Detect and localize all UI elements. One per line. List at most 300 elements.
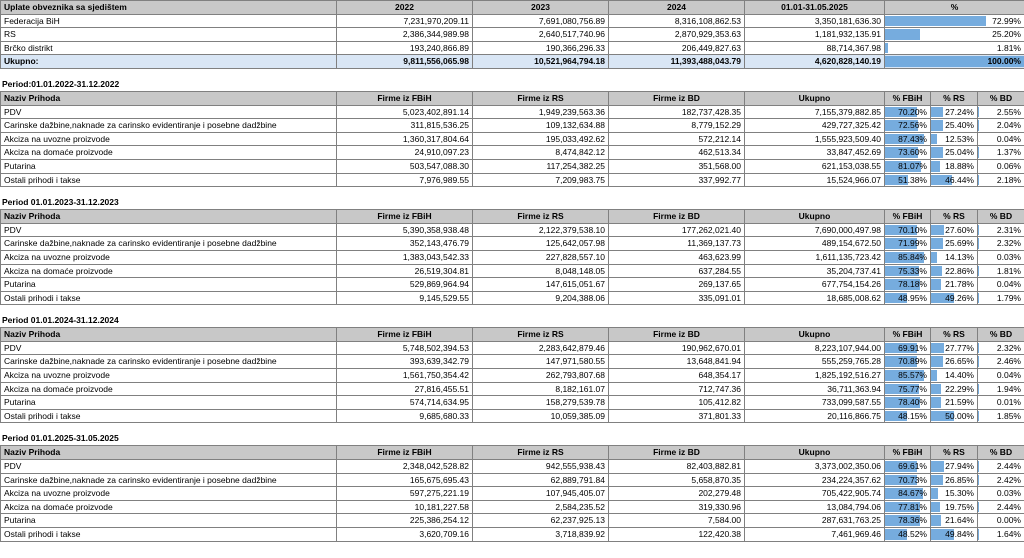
table-row bbox=[1, 396, 1024, 410]
percent-bar bbox=[978, 529, 979, 540]
column-header: % RS bbox=[931, 446, 978, 460]
cell-value: 193,240,866.89 bbox=[337, 41, 473, 55]
percent-rs-cell bbox=[931, 132, 978, 146]
table-row bbox=[1, 119, 1024, 133]
cell-value: 2,584,235.52 bbox=[473, 500, 609, 514]
row-label: Akciza na domaće proizvode bbox=[1, 500, 337, 514]
percent-bd-cell bbox=[978, 250, 1024, 264]
percent-bd-cell bbox=[978, 264, 1024, 278]
row-label: Ostali prihodi i takse bbox=[1, 528, 337, 542]
percent-fbih-cell bbox=[885, 528, 931, 542]
table-row bbox=[1, 146, 1024, 160]
percent-bar bbox=[885, 29, 920, 40]
row-label: PDV bbox=[1, 460, 337, 474]
cell-value: 572,212.14 bbox=[609, 132, 745, 146]
percent-bar bbox=[978, 343, 979, 354]
row-label: Akciza na domaće proizvode bbox=[1, 382, 337, 396]
percent-rs-cell bbox=[931, 173, 978, 187]
percent-value: 2.55% bbox=[996, 106, 1021, 117]
period-table bbox=[0, 209, 1024, 305]
column-header: Naziv Prihoda bbox=[1, 91, 337, 105]
percent-value: 46.44% bbox=[945, 174, 974, 185]
column-header: Ukupno bbox=[745, 210, 885, 224]
cell-value: 117,254,382.25 bbox=[473, 159, 609, 173]
cell-value: 3,718,839.92 bbox=[473, 528, 609, 542]
cell-value: 8,316,108,862.53 bbox=[609, 14, 745, 28]
period-title-row bbox=[0, 432, 1024, 445]
cell-value: 1,949,239,563.36 bbox=[473, 105, 609, 119]
percent-fbih-cell bbox=[885, 237, 931, 251]
cell-value: 88,714,367.98 bbox=[745, 41, 885, 55]
spacer-cell bbox=[0, 69, 1024, 78]
table-row bbox=[1, 223, 1024, 237]
percent-bd-cell bbox=[978, 278, 1024, 292]
cell-value: 62,889,791.84 bbox=[473, 473, 609, 487]
row-label: Akciza na uvozne proizvode bbox=[1, 132, 337, 146]
row-label: Carinske dažbine,naknade za carinsko evidentiranje i posebne dadžbine bbox=[1, 237, 337, 251]
cell-value: 3,350,181,636.30 bbox=[745, 14, 885, 28]
cell-value: 3,620,709.16 bbox=[337, 528, 473, 542]
percent-fbih-cell bbox=[885, 250, 931, 264]
percent-value: 73.60% bbox=[898, 147, 927, 158]
percent-fbih-cell bbox=[885, 119, 931, 133]
table-row bbox=[1, 355, 1024, 369]
cell-value: 190,366,296.33 bbox=[473, 41, 609, 55]
cell-value: 8,779,152.29 bbox=[609, 119, 745, 133]
table-row bbox=[1, 341, 1024, 355]
percent-value: 12.53% bbox=[945, 133, 974, 144]
table-row bbox=[1, 159, 1024, 173]
percent-value: 78.36% bbox=[898, 515, 927, 526]
column-header: Firme iz BD bbox=[609, 328, 745, 342]
percent-fbih-cell bbox=[885, 514, 931, 528]
table-row bbox=[1, 369, 1024, 383]
percent-value: 49.26% bbox=[945, 292, 974, 303]
column-header: Firme iz BD bbox=[609, 210, 745, 224]
percent-bd-cell bbox=[978, 460, 1024, 474]
period-title: Period 01.01.2025-31.05.2025 bbox=[2, 433, 119, 444]
percent-value: 48.52% bbox=[898, 529, 927, 539]
column-header: % FBiH bbox=[885, 446, 931, 460]
percent-bd-cell bbox=[978, 396, 1024, 410]
column-header: Firme iz FBiH bbox=[337, 210, 473, 224]
percent-value: 70.73% bbox=[898, 474, 927, 485]
column-header: Firme iz BD bbox=[609, 91, 745, 105]
percent-rs-cell bbox=[931, 514, 978, 528]
percent-value: 0.06% bbox=[996, 160, 1021, 171]
percent-rs-cell bbox=[931, 369, 978, 383]
cell-value: 202,279.48 bbox=[609, 487, 745, 501]
percent-value: 2.32% bbox=[996, 342, 1021, 353]
percent-value: 50.00% bbox=[945, 410, 974, 421]
cell-value: 574,714,634.95 bbox=[337, 396, 473, 410]
percent-value: 18.88% bbox=[945, 160, 974, 171]
percent-fbih-cell bbox=[885, 173, 931, 187]
table-header-row bbox=[1, 210, 1024, 224]
cell-value: 677,754,154.26 bbox=[745, 278, 885, 292]
percent-value: 22.29% bbox=[945, 383, 974, 394]
cell-value: 225,386,254.12 bbox=[337, 514, 473, 528]
percent-fbih-cell bbox=[885, 132, 931, 146]
percent-rs-cell bbox=[931, 250, 978, 264]
percent-bar bbox=[931, 107, 943, 118]
cell-value: 1,611,135,723.42 bbox=[745, 250, 885, 264]
row-label: RS bbox=[1, 28, 337, 42]
cell-value: 105,412.82 bbox=[609, 396, 745, 410]
table-row bbox=[1, 500, 1024, 514]
column-header: % RS bbox=[931, 328, 978, 342]
table-row bbox=[1, 460, 1024, 474]
table-header-row bbox=[1, 1, 1024, 15]
column-header: Uplate obveznika sa sjedištem bbox=[1, 1, 337, 15]
percent-cell bbox=[885, 41, 1024, 55]
table-header-row bbox=[1, 91, 1024, 105]
percent-value: 72.99% bbox=[992, 15, 1021, 26]
cell-value: 15,524,966.07 bbox=[745, 173, 885, 187]
percent-value: 0.01% bbox=[996, 397, 1021, 408]
cell-value: 5,390,358,938.48 bbox=[337, 223, 473, 237]
cell-value: 597,275,221.19 bbox=[337, 487, 473, 501]
column-header: Naziv Prihoda bbox=[1, 210, 337, 224]
percent-value: 69.61% bbox=[898, 461, 927, 472]
percent-value: 27.24% bbox=[945, 106, 974, 117]
percent-bar bbox=[931, 266, 942, 277]
cell-value: 621,153,038.55 bbox=[745, 159, 885, 173]
percent-value: 27.77% bbox=[945, 342, 974, 353]
percent-fbih-cell bbox=[885, 264, 931, 278]
percent-value: 2.31% bbox=[996, 224, 1021, 235]
cell-value: 311,815,536.25 bbox=[337, 119, 473, 133]
row-label: Ukupno: bbox=[1, 55, 337, 69]
cell-value: 4,620,828,140.19 bbox=[745, 55, 885, 69]
cell-value: 62,237,925.13 bbox=[473, 514, 609, 528]
percent-value: 87.43% bbox=[898, 133, 927, 144]
percent-bd-cell bbox=[978, 159, 1024, 173]
percent-bar bbox=[931, 147, 943, 158]
cell-value: 1,383,043,542.33 bbox=[337, 250, 473, 264]
percent-bd-cell bbox=[978, 528, 1024, 542]
cell-value: 33,847,452.69 bbox=[745, 146, 885, 160]
row-label: Akciza na domaće proizvode bbox=[1, 146, 337, 160]
percent-value: 2.46% bbox=[996, 356, 1021, 367]
percent-rs-cell bbox=[931, 237, 978, 251]
cell-value: 2,640,517,740.96 bbox=[473, 28, 609, 42]
column-header: Ukupno bbox=[745, 328, 885, 342]
cell-value: 462,513.34 bbox=[609, 146, 745, 160]
percent-bar bbox=[978, 120, 979, 131]
percent-bd-cell bbox=[978, 105, 1024, 119]
percent-bar bbox=[978, 475, 979, 486]
cell-value: 27,816,455.51 bbox=[337, 382, 473, 396]
cell-value: 7,691,080,756.89 bbox=[473, 14, 609, 28]
percent-rs-cell bbox=[931, 487, 978, 501]
percent-bd-cell bbox=[978, 173, 1024, 187]
column-header: 2023 bbox=[473, 1, 609, 15]
percent-value: 2.44% bbox=[996, 501, 1021, 512]
table-header-row bbox=[1, 328, 1024, 342]
percent-value: 70.20% bbox=[898, 106, 927, 117]
percent-bd-cell bbox=[978, 341, 1024, 355]
cell-value: 234,224,357.62 bbox=[745, 473, 885, 487]
percent-bar bbox=[931, 161, 940, 172]
percent-fbih-cell bbox=[885, 291, 931, 305]
cell-value: 1,555,923,509.40 bbox=[745, 132, 885, 146]
cell-value: 182,737,428.35 bbox=[609, 105, 745, 119]
percent-fbih-cell bbox=[885, 369, 931, 383]
column-header: Firme iz FBiH bbox=[337, 91, 473, 105]
percent-value: 1.64% bbox=[996, 529, 1021, 539]
percent-value: 69.91% bbox=[898, 342, 927, 353]
spacer-cell bbox=[0, 305, 1024, 314]
percent-value: 1.81% bbox=[996, 42, 1021, 53]
percent-value: 0.04% bbox=[996, 279, 1021, 290]
cell-value: 262,793,807.68 bbox=[473, 369, 609, 383]
percent-bar bbox=[978, 293, 979, 304]
percent-rs-cell bbox=[931, 396, 978, 410]
percent-rs-cell bbox=[931, 500, 978, 514]
period-table bbox=[0, 445, 1024, 541]
cell-value: 555,259,765.28 bbox=[745, 355, 885, 369]
cell-value: 35,204,737.41 bbox=[745, 264, 885, 278]
percent-value: 2.44% bbox=[996, 461, 1021, 472]
percent-bar bbox=[931, 279, 941, 290]
percent-bar bbox=[931, 370, 937, 381]
percent-value: 1.85% bbox=[996, 410, 1021, 421]
percent-value: 48.15% bbox=[898, 410, 927, 421]
row-label: Putarina bbox=[1, 396, 337, 410]
cell-value: 5,023,402,891.14 bbox=[337, 105, 473, 119]
percent-rs-cell bbox=[931, 146, 978, 160]
percent-bar bbox=[978, 502, 979, 513]
percent-bd-cell bbox=[978, 119, 1024, 133]
percent-bd-cell bbox=[978, 369, 1024, 383]
percent-value: 27.94% bbox=[945, 461, 974, 472]
cell-value: 2,283,642,879.46 bbox=[473, 341, 609, 355]
percent-fbih-cell bbox=[885, 460, 931, 474]
percent-value: 25.69% bbox=[945, 238, 974, 249]
cell-value: 9,685,680.33 bbox=[337, 409, 473, 423]
table-row bbox=[1, 528, 1024, 542]
column-header: 2022 bbox=[337, 1, 473, 15]
percent-value: 25.40% bbox=[945, 120, 974, 131]
cell-value: 5,748,502,394.53 bbox=[337, 341, 473, 355]
period-title-row bbox=[0, 78, 1024, 91]
cell-value: 2,386,344,989.98 bbox=[337, 28, 473, 42]
table-row bbox=[1, 250, 1024, 264]
percent-value: 49.84% bbox=[945, 529, 974, 539]
percent-bar bbox=[978, 238, 979, 249]
percent-value: 78.18% bbox=[898, 279, 927, 290]
cell-value: 18,685,008.62 bbox=[745, 291, 885, 305]
summary-table bbox=[0, 0, 1024, 69]
row-label: Akciza na uvozne proizvode bbox=[1, 487, 337, 501]
cell-value: 147,971,580.55 bbox=[473, 355, 609, 369]
cell-value: 8,474,842.12 bbox=[473, 146, 609, 160]
percent-bar bbox=[978, 107, 979, 118]
table-row bbox=[1, 105, 1024, 119]
cell-value: 705,422,905.74 bbox=[745, 487, 885, 501]
percent-value: 1.94% bbox=[996, 383, 1021, 394]
percent-fbih-cell bbox=[885, 409, 931, 423]
column-header: % BD bbox=[978, 446, 1024, 460]
percent-bar bbox=[931, 238, 943, 249]
cell-value: 7,231,970,209.11 bbox=[337, 14, 473, 28]
percent-rs-cell bbox=[931, 355, 978, 369]
column-header: Firme iz RS bbox=[473, 446, 609, 460]
percent-bd-cell bbox=[978, 487, 1024, 501]
cell-value: 463,623.99 bbox=[609, 250, 745, 264]
table-row bbox=[1, 41, 1024, 55]
percent-rs-cell bbox=[931, 473, 978, 487]
cell-value: 10,059,385.09 bbox=[473, 409, 609, 423]
percent-bar bbox=[931, 397, 941, 408]
percent-value: 1.79% bbox=[996, 292, 1021, 303]
percent-rs-cell bbox=[931, 528, 978, 542]
percent-bar bbox=[931, 252, 937, 263]
row-label: Carinske dažbine,naknade za carinsko evidentiranje i posebne dadžbine bbox=[1, 355, 337, 369]
table-row bbox=[1, 382, 1024, 396]
cell-value: 36,711,363.94 bbox=[745, 382, 885, 396]
column-header: 01.01-31.05.2025 bbox=[745, 1, 885, 15]
percent-value: 70.10% bbox=[898, 224, 927, 235]
cell-value: 7,155,379,882.85 bbox=[745, 105, 885, 119]
row-label: Putarina bbox=[1, 159, 337, 173]
percent-value: 14.13% bbox=[945, 251, 974, 262]
percent-value: 21.59% bbox=[945, 397, 974, 408]
column-header: % BD bbox=[978, 328, 1024, 342]
cell-value: 429,727,325.42 bbox=[745, 119, 885, 133]
percent-bd-cell bbox=[978, 291, 1024, 305]
percent-bar bbox=[931, 384, 941, 395]
percent-fbih-cell bbox=[885, 355, 931, 369]
percent-bd-cell bbox=[978, 355, 1024, 369]
cell-value: 9,145,529.55 bbox=[337, 291, 473, 305]
period-spacer-table bbox=[0, 423, 1024, 445]
percent-value: 2.18% bbox=[996, 174, 1021, 185]
column-header: Firme iz RS bbox=[473, 210, 609, 224]
row-label: Ostali prihodi i takse bbox=[1, 173, 337, 187]
cell-value: 637,284.55 bbox=[609, 264, 745, 278]
period-spacer-table bbox=[0, 187, 1024, 209]
percent-bar bbox=[931, 356, 943, 367]
row-label: Ostali prihodi i takse bbox=[1, 409, 337, 423]
percent-value: 27.60% bbox=[945, 224, 974, 235]
row-label: Putarina bbox=[1, 514, 337, 528]
percent-value: 0.00% bbox=[996, 515, 1021, 526]
column-header: % FBiH bbox=[885, 91, 931, 105]
cell-value: 7,690,000,497.98 bbox=[745, 223, 885, 237]
percent-value: 14.40% bbox=[945, 370, 974, 381]
cell-value: 165,675,695.43 bbox=[337, 473, 473, 487]
percent-value: 0.03% bbox=[996, 488, 1021, 499]
period-spacer-table bbox=[0, 305, 1024, 327]
cell-value: 648,354.17 bbox=[609, 369, 745, 383]
column-header: Ukupno bbox=[745, 91, 885, 105]
cell-value: 82,403,882.81 bbox=[609, 460, 745, 474]
cell-value: 158,279,539.78 bbox=[473, 396, 609, 410]
cell-value: 13,648,841.94 bbox=[609, 355, 745, 369]
percent-rs-cell bbox=[931, 278, 978, 292]
percent-value: 25.04% bbox=[945, 147, 974, 158]
cell-value: 24,910,097.23 bbox=[337, 146, 473, 160]
percent-value: 75.77% bbox=[898, 383, 927, 394]
percent-value: 2.32% bbox=[996, 238, 1021, 249]
cell-value: 287,631,763.25 bbox=[745, 514, 885, 528]
cell-value: 9,204,388.06 bbox=[473, 291, 609, 305]
table-row bbox=[1, 291, 1024, 305]
cell-value: 7,209,983.75 bbox=[473, 173, 609, 187]
table-row bbox=[1, 409, 1024, 423]
percent-value: 0.04% bbox=[996, 133, 1021, 144]
percent-bar bbox=[978, 411, 979, 422]
column-header: Firme iz BD bbox=[609, 446, 745, 460]
percent-value: 1.37% bbox=[996, 147, 1021, 158]
cell-value: 147,615,051.67 bbox=[473, 278, 609, 292]
period-table bbox=[0, 91, 1024, 187]
column-header: % RS bbox=[931, 91, 978, 105]
percent-bd-cell bbox=[978, 237, 1024, 251]
percent-bar bbox=[931, 475, 943, 486]
percent-rs-cell bbox=[931, 264, 978, 278]
period-spacer-table bbox=[0, 69, 1024, 91]
percent-value: 15.30% bbox=[945, 488, 974, 499]
percent-bar bbox=[931, 515, 941, 526]
percent-bd-cell bbox=[978, 409, 1024, 423]
row-label: PDV bbox=[1, 105, 337, 119]
percent-value: 81.07% bbox=[898, 160, 927, 171]
cell-value: 712,747.36 bbox=[609, 382, 745, 396]
cell-value: 337,992.77 bbox=[609, 173, 745, 187]
percent-rs-cell bbox=[931, 159, 978, 173]
row-label: Brčko distrikt bbox=[1, 41, 337, 55]
cell-value: 1,360,317,804.64 bbox=[337, 132, 473, 146]
percent-fbih-cell bbox=[885, 223, 931, 237]
cell-value: 20,116,866.75 bbox=[745, 409, 885, 423]
cell-value: 3,373,002,350.06 bbox=[745, 460, 885, 474]
row-label: Ostali prihodi i takse bbox=[1, 291, 337, 305]
row-label: Federacija BiH bbox=[1, 14, 337, 28]
percent-fbih-cell bbox=[885, 159, 931, 173]
cell-value: 195,033,492.62 bbox=[473, 132, 609, 146]
table-row bbox=[1, 487, 1024, 501]
cell-value: 393,639,342.79 bbox=[337, 355, 473, 369]
cell-value: 227,828,557.10 bbox=[473, 250, 609, 264]
cell-value: 109,132,634.88 bbox=[473, 119, 609, 133]
cell-value: 2,348,042,528.82 bbox=[337, 460, 473, 474]
cell-value: 529,869,964.94 bbox=[337, 278, 473, 292]
percent-bar bbox=[978, 461, 979, 472]
percent-value: 77.81% bbox=[898, 501, 927, 512]
percent-bar bbox=[931, 134, 937, 145]
row-label: Carinske dažbine,naknade za carinsko evidentiranje i posebne dadžbine bbox=[1, 473, 337, 487]
period-title: Period 01.01.2024-31.12.2024 bbox=[2, 315, 119, 326]
percent-bar bbox=[978, 384, 979, 395]
percent-value: 48.95% bbox=[898, 292, 927, 303]
table-row bbox=[1, 264, 1024, 278]
percent-value: 2.42% bbox=[996, 474, 1021, 485]
period-table bbox=[0, 327, 1024, 423]
percent-bd-cell bbox=[978, 382, 1024, 396]
percent-rs-cell bbox=[931, 341, 978, 355]
cell-value: 13,084,794.06 bbox=[745, 500, 885, 514]
row-label: Carinske dažbine,naknade za carinsko evidentiranje i posebne dadžbine bbox=[1, 119, 337, 133]
cell-value: 319,330.96 bbox=[609, 500, 745, 514]
column-header: Firme iz RS bbox=[473, 91, 609, 105]
percent-value: 21.78% bbox=[945, 279, 974, 290]
percent-value: 84.67% bbox=[898, 488, 927, 499]
column-header: Firme iz RS bbox=[473, 328, 609, 342]
cell-value: 2,122,379,538.10 bbox=[473, 223, 609, 237]
